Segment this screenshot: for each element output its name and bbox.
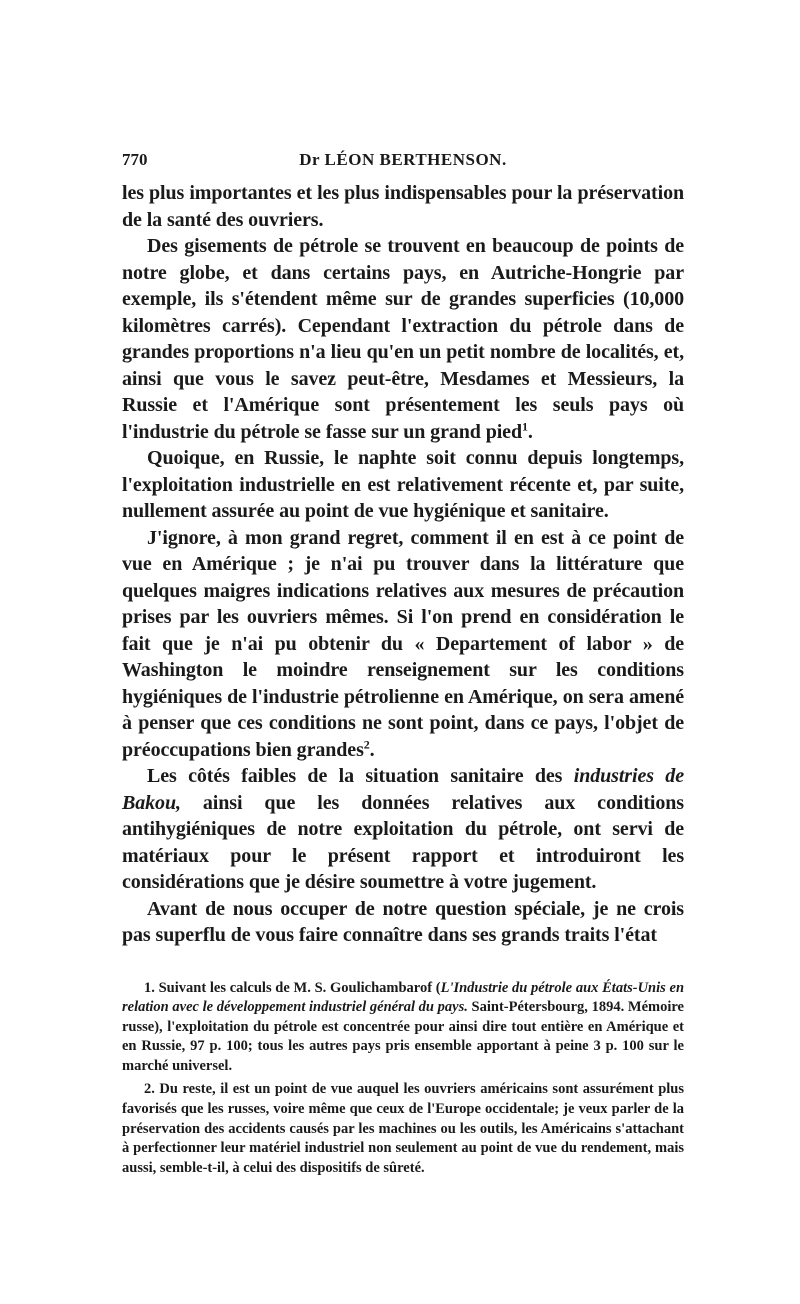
footnotes [122, 979, 684, 1179]
paragraph-text: Les côtés faibles de la situation sanitaire des [147, 765, 574, 787]
paragraph-text: J'ignore, à mon grand regret, comment il en est à ce point de vue en Amérique ; je n'ai pu trouver dans la littérature que quelques maigres indications relatives aux mesures de précaution prises par les ouvriers mêmes. Si l'on prend en considération le fait que je n'ai pu obtenir du « Departement of labor » de Washington le moindre renseignement sur les conditions hygiéniques de l'industrie pétrolienne en Amérique, on sera amené à penser que ces conditions ne sont point, dans ce pays, l'objet de préoccupations bien grandes [122, 526, 684, 761]
paragraph-text: les plus importantes et les plus indispensables pour la préservation de la santé des ouvriers. [122, 182, 684, 231]
footnote-reference[interactable]: 2 [363, 736, 370, 751]
paragraph-continuation [122, 180, 684, 233]
footnote-reference[interactable]: 1 [521, 418, 528, 433]
paragraph [122, 233, 684, 445]
paragraph-text: Des gisements de pétrole se trouvent en beaucoup de points de notre globe, et dans certains pays, en Autriche-Hongrie par exemple, ils s'étendent même sur de grandes superficies (10,000 kilomètres carrés). Cependant l'extraction du pétrole dans de grandes proportions n'a lieu qu'en un petit nombre de localités, et, ainsi que vous le savez peut-être, Mesdames et Messieurs, la Russie et l'Amérique sont présentement les seuls pays où l'industrie du pétrole se fasse sur un grand pied [122, 235, 684, 443]
paragraph [122, 896, 684, 949]
footnote-text: 2. Du reste, il est un point de vue auquel les ouvriers américains sont assurément plus favorisés que les russes, voire même que ceux de l'Europe occidentale; je veux parler de la préservation des accidents causés par les machines ou les outils, les Américains s'attachant à perfectionner leur matériel industriel non seulement au point de vue du rendement, mais aussi, semble-t-il, à celui des dispositifs de sûreté. [122, 1081, 684, 1176]
main-text [122, 180, 684, 949]
paragraph-text: ainsi que les données relatives aux conditions antihygiéniques de notre exploitation du pétrole, ont servi de matériaux pour le présent rapport et introduiront les considérations que je désire soumettre à votre jugement. [122, 791, 684, 893]
italic-text: industries de Bakou, [122, 765, 684, 814]
paragraph-punctuation: . [527, 420, 533, 443]
footnote-1 [122, 979, 684, 1077]
paragraph-text: Quoique, en Russie, le naphte soit connu depuis longtemps, l'exploitation industrielle en est relativement récente et, par suite, nullement assurée au point de vue hygiénique et sanitaire. [122, 447, 684, 522]
italic-text: L'Industrie du pétrole aux États-Unis en relation avec le développement industriel général du pays. [122, 979, 685, 1016]
paragraph [122, 525, 684, 764]
paragraph-text: Avant de nous occuper de notre question spéciale, je ne crois pas superflu de vous faire connaître dans ses grands traits l'état [122, 897, 684, 946]
footnote-text: 1. Suivant les calculs de M. S. Goulichambarof ( [144, 979, 441, 996]
running-head [122, 150, 684, 180]
page-number: 770 [122, 150, 148, 169]
book-page [122, 150, 684, 1182]
running-title: Dr LÉON BERTHENSON. [299, 150, 507, 169]
footnote-2 [122, 1080, 684, 1178]
paragraph-punctuation: . [369, 738, 375, 761]
footnote-text: Saint-Pétersbourg, 1894. Mémoire russe), l'exploitation du pétrole est concentrée pour ainsi dire tout entière en Amérique et en Russie, 97 p. 100; tous les autres pays pris ensemble apportant à peine 3 p. 100 sur le marché universel. [122, 999, 684, 1074]
paragraph [122, 445, 684, 525]
paragraph [122, 763, 684, 896]
